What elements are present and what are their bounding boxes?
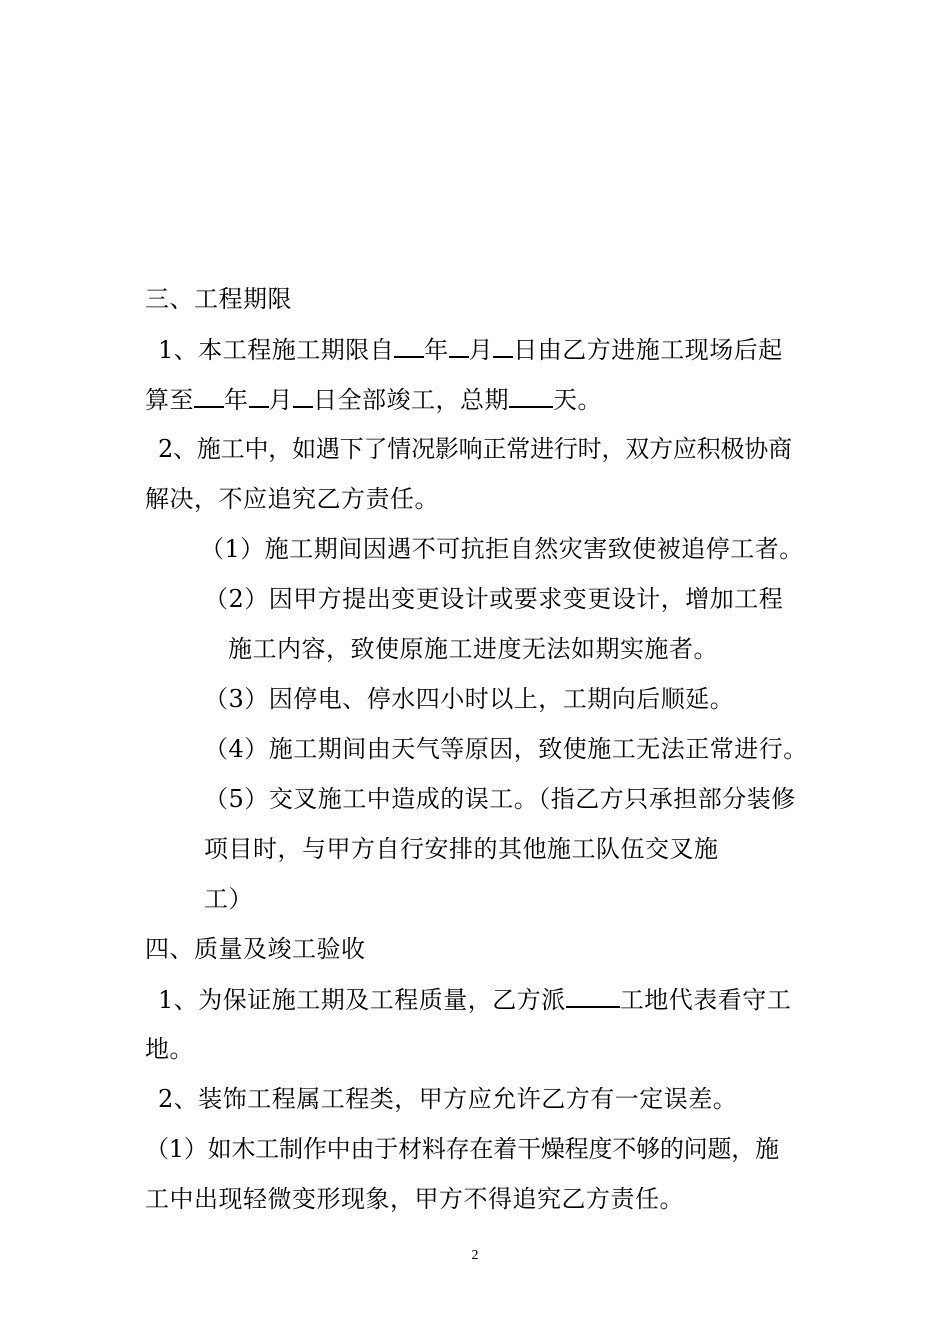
line-2-prefix: 算至: [145, 386, 194, 414]
days-blank: [509, 384, 553, 408]
month-2-label: 月: [268, 386, 293, 414]
section-3-item-1-line-2: [145, 384, 602, 415]
section-3-sub-5-line-1: （5）交叉施工中造成的误工。（指乙方只承担部分装修: [204, 785, 796, 813]
days-label: 天。: [553, 386, 602, 414]
section-3-sub-4: （4）施工期间由天气等原因，致使施工无法正常进行。: [204, 735, 808, 763]
day-2-text: 日全部竣工，总期: [313, 386, 509, 414]
section-3-sub-2-line-2: 施工内容，致使原施工进度无法如期实施者。: [228, 635, 718, 663]
month-blank: [449, 334, 469, 358]
section-4-sub-1-line-1: （1）如木工制作中由于材料存在着干燥程度不够的问题，施: [145, 1135, 779, 1163]
section-3-sub-5-line-2: 项目时，与甲方自行安排的其他施工队伍交叉施: [204, 835, 719, 863]
year-2-blank: [194, 384, 224, 408]
year-2-label: 年: [224, 386, 249, 414]
page-number: 2: [471, 1248, 479, 1263]
item-1-prefix: 1、为保证施工期及工程质量，乙方派: [158, 986, 566, 1014]
section-4-item-1-line-2: 地。: [145, 1035, 194, 1063]
section-3-sub-3: （3）因停电、停水四小时以上，工期向后顺延。: [204, 685, 735, 713]
section-3-sub-2-line-1: （2）因甲方提出变更设计或要求变更设计，增加工程: [204, 585, 784, 613]
section-4-sub-1-line-2: 工中出现轻微变形现象，甲方不得追究乙方责任。: [145, 1185, 684, 1213]
section-3-item-1-line-1: [158, 334, 783, 365]
section-3-item-2-line-2: 解决，不应追究乙方责任。: [145, 485, 439, 513]
item-1-suffix: 工地代表看守工: [619, 986, 792, 1014]
year-blank: [394, 334, 424, 358]
year-label: 年: [424, 336, 449, 364]
month-2-blank: [249, 384, 269, 408]
day-blank: [493, 334, 513, 358]
section-3-sub-1: （1）施工期间因遇不可抗拒自然灾害致使被追停工者。: [200, 535, 804, 563]
section-3-item-2-line-1: 2、施工中，如遇下了情况影响正常进行时，双方应积极协商: [158, 435, 792, 463]
section-4-heading: 四、质量及竣工验收: [145, 935, 366, 963]
representative-blank: [566, 984, 620, 1008]
section-4-item-2: 2、装饰工程属工程类，甲方应允许乙方有一定误差。: [158, 1085, 738, 1113]
day-text: 日由乙方进施工现场后起: [513, 336, 783, 364]
section-3-heading: 三、工程期限: [145, 285, 292, 313]
month-label: 月: [468, 336, 494, 364]
day-2-blank: [293, 384, 313, 408]
section-4-item-1-line-1: [158, 984, 791, 1015]
section-3-sub-5-line-3: 工）: [204, 885, 253, 913]
item-1-prefix: 1、本工程施工期限自: [158, 336, 395, 364]
